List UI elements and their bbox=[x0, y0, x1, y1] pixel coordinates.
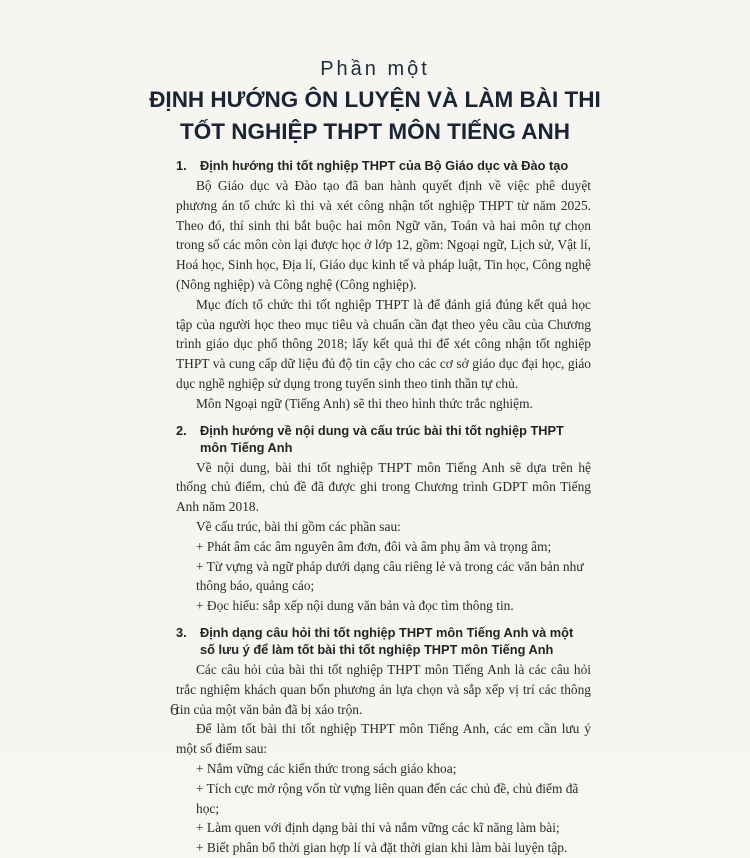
paragraph: Môn Ngoại ngữ (Tiếng Anh) sẽ thi theo hình thức trắc nghiệm. bbox=[196, 395, 533, 411]
bullet-item: + Biết phân bổ thời gian hợp lí và đặt thời gian khi làm bài luyện tập. bbox=[196, 840, 568, 856]
section-title: Định hướng thi tốt nghiệp THPT của Bộ Giáo dục và Đào tạo bbox=[200, 158, 569, 173]
body-content bbox=[176, 157, 591, 858]
bullet-item: + Đọc hiểu: sắp xếp nội dung văn bản và đọc tìm thông tin. bbox=[196, 598, 514, 614]
section-heading bbox=[176, 157, 591, 174]
paragraph: Các câu hỏi của bài thi tốt nghiệp THPT môn Tiếng Anh là các câu hỏi trắc nghiệm khách quan bốn phương án lựa chọn và sắp xếp vị trí các thông tin của một văn bản đã bị xáo trộn. bbox=[176, 661, 591, 717]
paragraph: Mục đích tổ chức thi tốt nghiệp THPT là để đánh giá đúng kết quả học tập của người học theo mục tiêu và chuẩn cần đạt theo yêu cầu của Chương trình giáo dục phổ thông 2018; lấy kết quả thi để xét công nhận tốt nghiệp THPT và cung cấp dữ liệu đủ độ tin cậy cho các cơ sở giáo dục đại học, giáo dục nghề nghiệp sử dụng trong tuyển sinh theo tinh thần tự chủ. bbox=[176, 296, 591, 391]
page-title-line-2: TỐT NGHIỆP THPT MÔN TIẾNG ANH bbox=[179, 119, 570, 144]
bullet-item: + Tích cực mở rộng vốn từ vựng liên quan đến các chủ đề, chủ điểm đã học; bbox=[196, 780, 579, 816]
bullet-item: + Làm quen với định dạng bài thi và nắm vững các kĩ năng làm bài; bbox=[196, 820, 560, 836]
page-number: 6 bbox=[170, 700, 179, 719]
section-heading bbox=[176, 624, 591, 658]
page-title-line-1: ĐỊNH HƯỚNG ÔN LUYỆN VÀ LÀM BÀI THI bbox=[149, 87, 601, 112]
part-label: Phần một bbox=[320, 58, 430, 80]
paragraph: Để làm tốt bài thi tốt nghiệp THPT môn Tiếng Anh, các em cần lưu ý một số điểm sau: bbox=[176, 721, 591, 757]
paragraph: Bộ Giáo dục và Đào tạo đã ban hành quyết định về việc phê duyệt phương án tổ chức kì thi và xét công nhận tốt nghiệp THPT từ năm 2025. Theo đó, thí sinh thi bắt buộc hai môn Ngữ văn, Toán và hai môn tự chọn trong số các môn còn lại được học ở lớp 12, gồm: Ngoại ngữ, Lịch sử, Vật lí, Hoá học, Sinh học, Địa lí, Giáo dục kinh tế và pháp luật, Tin học, Công nghệ (Nông nghiệp) và Công nghệ (Công nghiệp). bbox=[176, 178, 591, 292]
section-heading bbox=[176, 422, 591, 456]
section-1 bbox=[176, 157, 591, 414]
section-title: Định dạng câu hỏi thi tốt nghiệp THPT môn Tiếng Anh và một số lưu ý để làm tốt bài thi tốt nghiệp THPT môn Tiếng Anh bbox=[200, 624, 574, 657]
bullet-item: + Phát âm các âm nguyên âm đơn, đôi và âm phụ âm và trọng âm; bbox=[196, 538, 552, 554]
section-2 bbox=[176, 422, 591, 616]
bullet-item: + Nắm vững các kiến thức trong sách giáo khoa; bbox=[196, 760, 457, 776]
section-number: 3. bbox=[176, 624, 187, 640]
paragraph: Về cấu trúc, bài thi gồm các phần sau: bbox=[196, 518, 401, 534]
bullet-item: + Từ vựng và ngữ pháp dưới dạng câu riêng lẻ và trong các văn bản như thông báo, quảng cáo; bbox=[196, 558, 584, 594]
section-number: 1. bbox=[176, 158, 187, 173]
section-title: Định hướng về nội dung và cấu trúc bài thi tốt nghiệp THPT môn Tiếng Anh bbox=[200, 422, 564, 455]
page-title bbox=[0, 84, 750, 148]
paragraph: Về nội dung, bài thi tốt nghiệp THPT môn Tiếng Anh sẽ dựa trên hệ thống chủ điểm, chủ đề đã được ghi trong Chương trình GDPT môn Tiếng Anh năm 2018. bbox=[176, 459, 591, 515]
section-3 bbox=[176, 624, 591, 858]
section-number: 2. bbox=[176, 422, 187, 438]
